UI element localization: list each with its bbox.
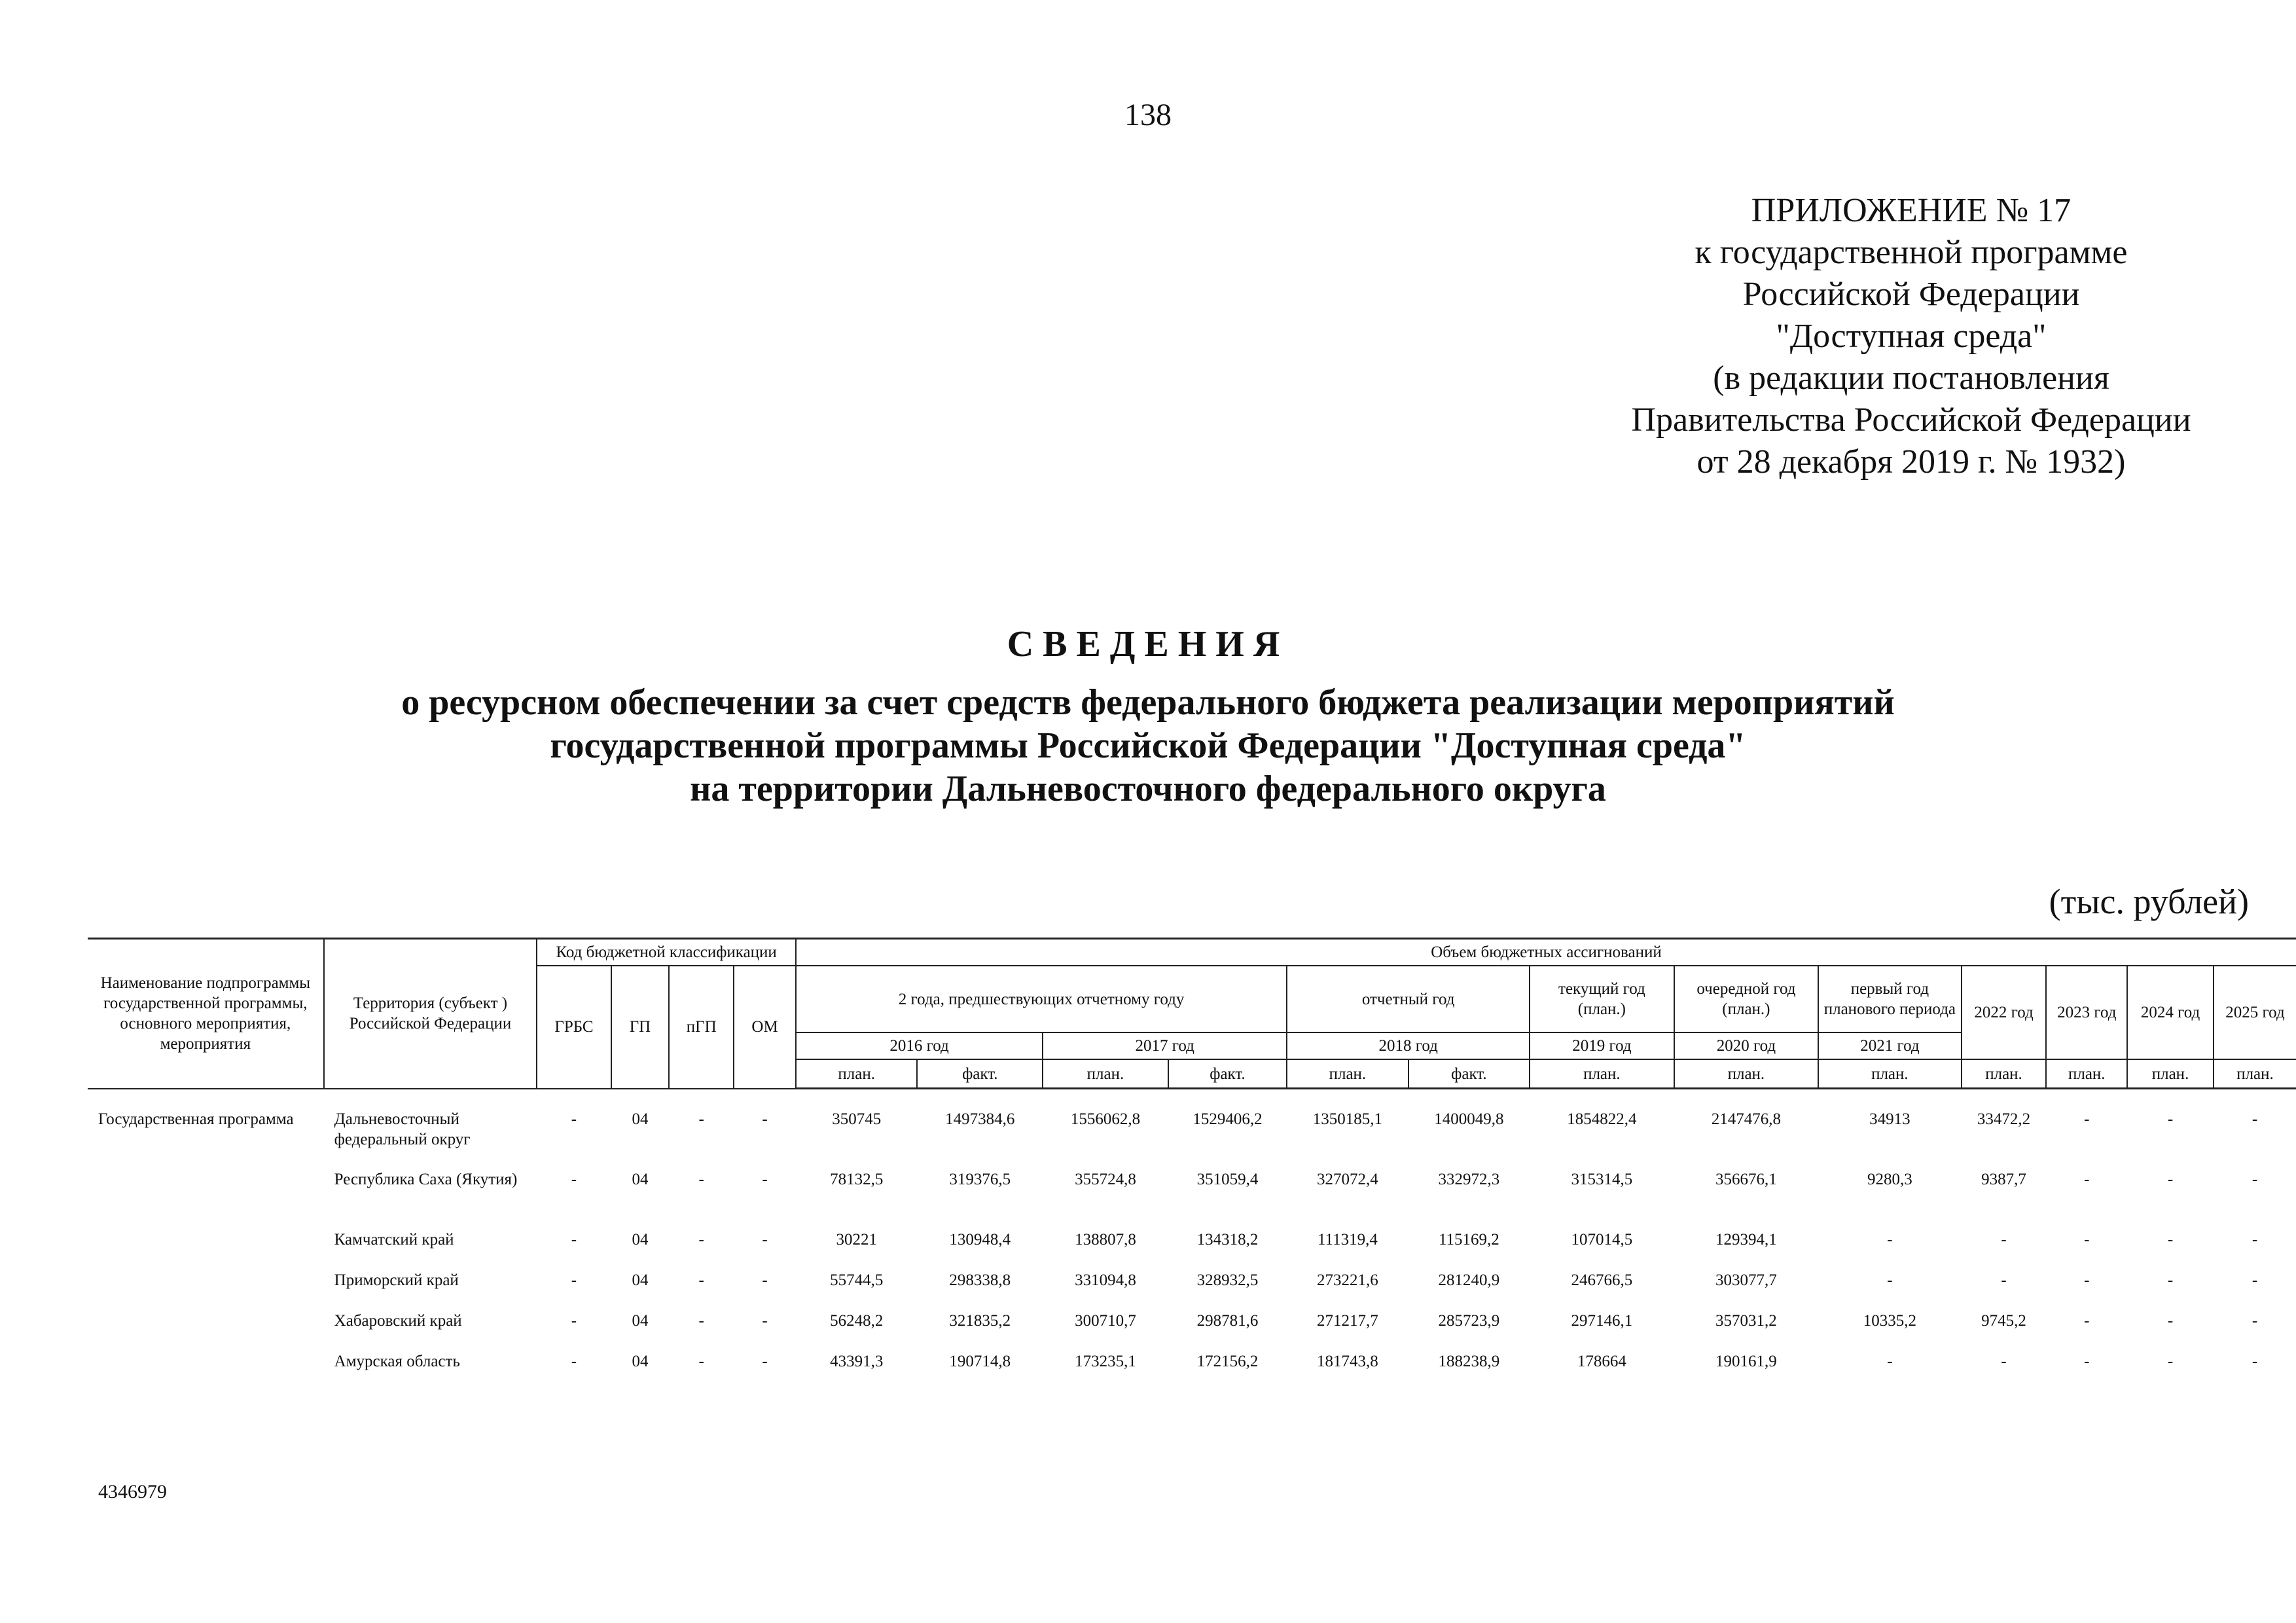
header-subcol: факт. [917,1059,1043,1089]
row-gp-cell: 04 [632,1110,649,1128]
row-value-cell: 1529406,2 [1193,1110,1263,1128]
header-code-gp: ГП [611,966,670,1089]
row-name-cell [88,1270,324,1311]
row-name-cell [88,1230,324,1270]
row-value-cell: - [1887,1271,1893,1289]
row-value-cell: 281240,9 [1438,1271,1500,1289]
row-pgp-cell: - [698,1271,704,1289]
header-year-2025: 2025 год [2214,966,2296,1059]
row-value-cell: 30221 [836,1231,877,1249]
row-value-cell: - [2251,1231,2258,1249]
row-value-cell: 355724,8 [1075,1171,1136,1188]
row-value-cell: 327072,4 [1317,1171,1378,1188]
row-value-cell: 298338,8 [949,1271,1011,1289]
appendix-line: к государственной программе [1695,234,2128,271]
row-value-cell: 1497384,6 [945,1110,1015,1128]
appendix-block [1545,190,2278,483]
row-value-cell: 351059,4 [1196,1171,1259,1188]
row-value-cell: 328932,5 [1196,1271,1259,1289]
budget-table [88,938,2296,1392]
table-row [88,1351,2296,1392]
row-grbs-cell: - [571,1110,577,1128]
row-value-cell: - [2001,1353,2007,1370]
row-value-cell: - [2001,1271,2007,1289]
row-value-cell: 107014,5 [1571,1231,1633,1249]
row-value-cell: - [1887,1353,1893,1370]
row-value-cell: 190714,8 [949,1353,1011,1370]
row-gp-cell: 04 [632,1312,649,1330]
header-year-2023: 2023 год [2046,966,2127,1059]
row-value-cell: 1556062,8 [1070,1110,1141,1128]
row-value-cell: 172156,2 [1196,1353,1259,1370]
row-territory-cell: Хабаровский край [334,1312,462,1330]
table-row [88,1169,2296,1230]
row-value-cell: 190161,9 [1715,1353,1777,1370]
row-value-cell: - [2251,1110,2258,1128]
row-om-cell: - [762,1353,768,1370]
header-subcol: план. [2214,1059,2296,1089]
header-volume: Объем бюджетных ассигнований [796,939,2296,966]
row-value-cell: - [2084,1231,2090,1249]
row-pgp-cell: - [698,1110,704,1128]
row-value-cell: 55744,5 [830,1271,884,1289]
row-territory-cell: Амурская область [334,1353,460,1370]
header-subcol: план. [1962,1059,2047,1089]
row-value-cell: - [2251,1353,2258,1370]
row-value-cell: - [2084,1353,2090,1370]
row-territory-cell: Республика Саха (Якутия) [334,1171,518,1188]
row-value-cell: 357031,2 [1715,1312,1777,1330]
subtitle-line: на территории Дальневосточного федерального округа [690,769,1606,809]
row-gp-cell: 04 [632,1231,649,1249]
row-om-cell: - [762,1231,768,1249]
row-value-cell: - [2167,1110,2174,1128]
row-grbs-cell: - [571,1353,577,1370]
header-subcol: план. [1530,1059,1674,1089]
row-value-cell: 273221,6 [1317,1271,1378,1289]
header-period-next: очередной год (план.) [1674,966,1819,1032]
row-value-cell: 298781,6 [1196,1312,1259,1330]
units-label: (тыс. рублей) [2049,882,2249,921]
row-value-cell: - [1887,1231,1893,1249]
row-value-cell: 10335,2 [1863,1312,1916,1330]
row-value-cell: - [2084,1110,2090,1128]
document-title: СВЕДЕНИЯ [1007,624,1289,665]
appendix-line: от 28 декабря 2019 г. № 1932) [1696,443,2126,481]
header-code-grbs: ГРБС [537,966,611,1089]
row-grbs-cell: - [571,1231,577,1249]
row-value-cell: - [2001,1231,2007,1249]
table-row [88,1230,2296,1270]
row-value-cell: 271217,7 [1317,1312,1378,1330]
row-value-cell: 178664 [1577,1353,1626,1370]
header-subcol: факт. [1408,1059,1530,1089]
page-number: 138 [1124,98,1172,132]
row-name-cell [88,1351,324,1392]
subtitle-line: о ресурсном обеспечении за счет средств федерального бюджета реализации мероприятий [401,682,1895,723]
document-footer-id: 4346979 [98,1481,167,1503]
table-row [88,1311,2296,1351]
row-value-cell: 188238,9 [1438,1353,1500,1370]
row-value-cell: 356676,1 [1715,1171,1777,1188]
row-value-cell: 130948,4 [949,1231,1011,1249]
row-value-cell: 332972,3 [1438,1171,1500,1188]
header-year-2017: 2017 год [1043,1032,1287,1059]
row-value-cell: - [2167,1171,2174,1188]
row-value-cell: - [2167,1353,2174,1370]
appendix-line: (в редакции постановления [1713,359,2109,397]
row-value-cell: 9387,7 [1981,1171,2026,1188]
row-value-cell: 350745 [832,1110,882,1128]
row-value-cell: 315314,5 [1571,1171,1633,1188]
row-value-cell: 9745,2 [1981,1312,2026,1330]
row-value-cell: 138807,8 [1075,1231,1136,1249]
row-name-cell: Государственная программа [98,1110,294,1128]
header-period-planning: первый год планового периода [1818,966,1961,1032]
header-name-column: Наименование подпрограммы государственной программы, основного мероприятия, мероприятия [88,939,324,1089]
header-budget-code: Код бюджетной классификации [537,939,796,966]
row-value-cell: 115169,2 [1438,1231,1499,1249]
subtitle-line: государственной программы Российской Федерации "Доступная среда" [550,725,1746,766]
table-row [88,1270,2296,1311]
header-year-2021: 2021 год [1818,1032,1961,1059]
row-gp-cell: 04 [632,1171,649,1188]
row-om-cell: - [762,1171,768,1188]
row-value-cell: 9280,3 [1867,1171,1912,1188]
header-subcol: план. [796,1059,917,1089]
table-row [88,1089,2296,1170]
row-name-cell [88,1169,324,1230]
header-period-reporting: отчетный год [1287,966,1530,1032]
row-territory-cell: Камчатский край [334,1231,454,1249]
row-value-cell: 1350185,1 [1312,1110,1383,1128]
budget-table-body [88,1089,2296,1393]
header-year-2018: 2018 год [1287,1032,1530,1059]
row-value-cell: 300710,7 [1075,1312,1136,1330]
row-territory-cell: Приморский край [334,1271,459,1289]
header-subcol: план. [2127,1059,2214,1089]
row-value-cell: 33472,2 [1977,1110,2031,1128]
row-value-cell: 111319,4 [1317,1231,1378,1249]
row-pgp-cell: - [698,1312,704,1330]
row-value-cell: 129394,1 [1715,1231,1777,1249]
row-value-cell: 321835,2 [949,1312,1011,1330]
row-value-cell: - [2084,1271,2090,1289]
header-code-pgp: пГП [669,966,734,1089]
header-subcol: план. [1674,1059,1819,1089]
header-subcol: план. [1818,1059,1961,1089]
row-pgp-cell: - [698,1171,704,1188]
row-grbs-cell: - [571,1312,577,1330]
appendix-line: Российской Федерации [1742,276,2080,313]
row-grbs-cell: - [571,1271,577,1289]
row-value-cell: 1400049,8 [1434,1110,1504,1128]
row-value-cell: 181743,8 [1317,1353,1378,1370]
header-subcol: факт. [1168,1059,1287,1089]
header-code-om: ОМ [734,966,796,1089]
row-gp-cell: 04 [632,1271,649,1289]
row-value-cell: 134318,2 [1196,1231,1259,1249]
row-value-cell: - [2167,1271,2174,1289]
row-pgp-cell: - [698,1353,704,1370]
row-value-cell: 297146,1 [1571,1312,1633,1330]
row-value-cell: 56248,2 [830,1312,884,1330]
appendix-line: Правительства Российской Федерации [1631,401,2191,439]
row-value-cell: 78132,5 [830,1171,884,1188]
row-value-cell: - [2251,1171,2258,1188]
row-value-cell: - [2084,1312,2090,1330]
header-subcol: план. [2046,1059,2127,1089]
budget-table-container [88,938,2296,1392]
header-territory-column: Территория (субъект ) Российской Федерации [324,939,537,1089]
header-period-current: текущий год (план.) [1530,966,1674,1032]
row-gp-cell: 04 [632,1353,649,1370]
row-om-cell: - [762,1110,768,1128]
row-pgp-cell: - [698,1231,704,1249]
row-value-cell: 1854822,4 [1567,1110,1637,1128]
appendix-line: ПРИЛОЖЕНИЕ № 17 [1751,192,2072,229]
row-value-cell: 173235,1 [1075,1353,1136,1370]
row-value-cell: 246766,5 [1571,1271,1633,1289]
row-value-cell: 285723,9 [1438,1312,1500,1330]
row-territory-cell: Дальневосточный федеральный округ [334,1110,471,1148]
header-subcol: план. [1287,1059,1408,1089]
row-om-cell: - [762,1312,768,1330]
row-value-cell: - [2084,1171,2090,1188]
row-name-cell [88,1311,324,1351]
appendix-line: "Доступная среда" [1776,318,2047,355]
row-om-cell: - [762,1271,768,1289]
header-year-2020: 2020 год [1674,1032,1819,1059]
row-value-cell: - [2167,1231,2174,1249]
row-value-cell: - [2251,1271,2258,1289]
row-value-cell: 331094,8 [1075,1271,1136,1289]
row-value-cell: 2147476,8 [1711,1110,1782,1128]
row-value-cell: 319376,5 [949,1171,1011,1188]
row-grbs-cell: - [571,1171,577,1188]
row-value-cell: 303077,7 [1715,1271,1777,1289]
header-year-2016: 2016 год [796,1032,1043,1059]
document-subtitle [0,681,2296,811]
header-year-2019: 2019 год [1530,1032,1674,1059]
header-year-2024: 2024 год [2127,966,2214,1059]
row-value-cell: 43391,3 [830,1353,884,1370]
header-subcol: план. [1043,1059,1168,1089]
header-year-2022: 2022 год [1962,966,2047,1059]
row-value-cell: 34913 [1869,1110,1910,1128]
header-period-prior: 2 года, предшествующих отчетному году [796,966,1287,1032]
row-value-cell: - [2251,1312,2258,1330]
row-value-cell: - [2167,1312,2174,1330]
